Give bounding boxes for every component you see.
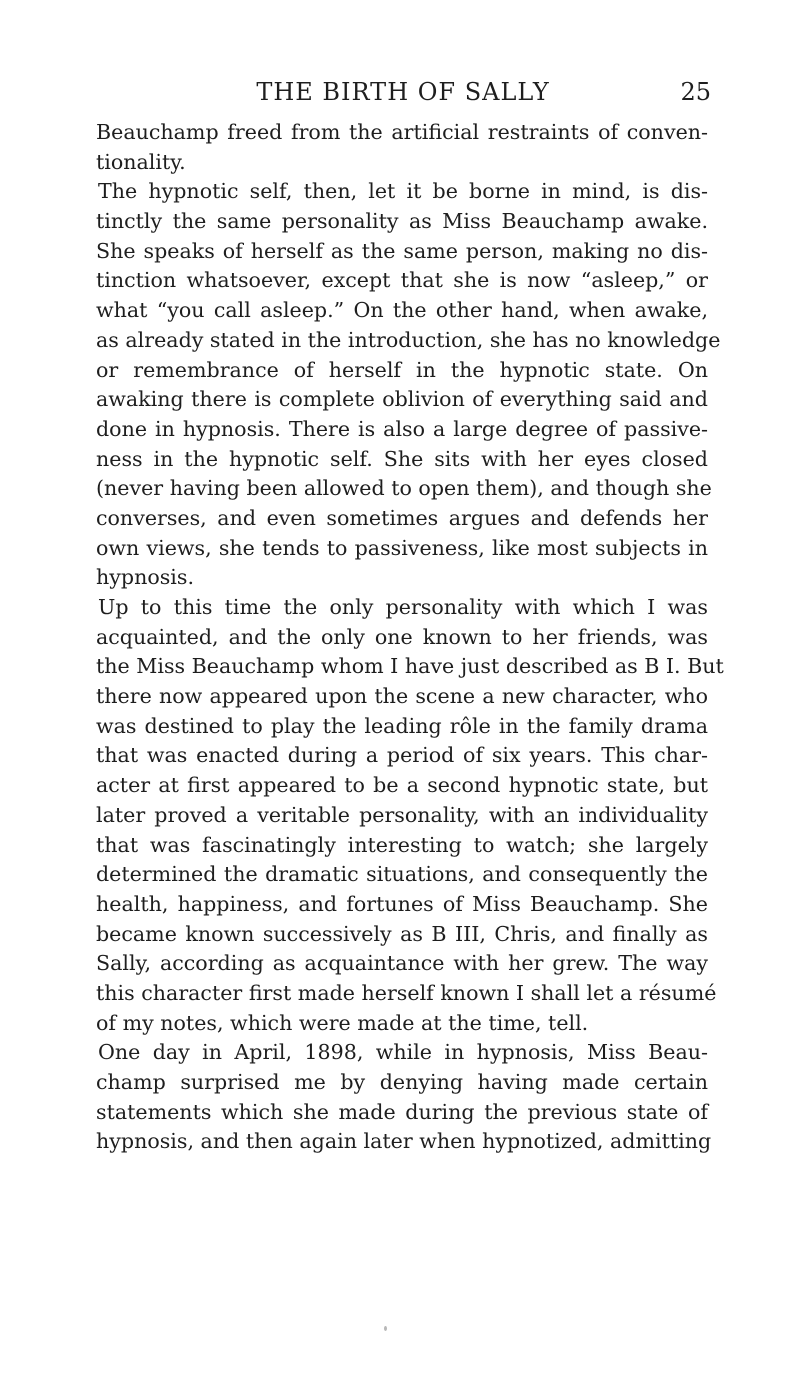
text-line: done in hypnosis. There is also a large degree of passive- — [96, 416, 708, 441]
body-text — [96, 118, 724, 1157]
text-line: that was enacted during a period of six years. This char- — [96, 743, 708, 768]
text-line: was destined to play the leading rôle in the family drama — [96, 713, 708, 738]
text-line: health, happiness, and fortunes of Miss Beauchamp. She — [96, 891, 708, 916]
text-line: became known successively as B III, Chris, and finally as — [96, 921, 708, 946]
text-line: hypnosis. — [96, 565, 195, 590]
text-line: tionality. — [96, 149, 186, 174]
text-line: champ surprised me by denying having made certain — [96, 1070, 708, 1094]
text-line: One day in April, 1898, while in hypnosis, Miss Beau- — [98, 1040, 708, 1065]
running-title: THE BIRTH OF SALLY — [256, 78, 550, 106]
text-line: the Miss Beauchamp whom I have just described as B I. But — [96, 654, 724, 679]
running-head — [95, 76, 711, 108]
text-line: acter at first appeared to be a second hypnotic state, but — [96, 773, 708, 798]
text-line: awaking there is complete oblivion of everything said and — [96, 387, 708, 412]
text-line: Sally, according as acquaintance with her grew. The way — [96, 951, 708, 976]
scan-speck — [384, 1326, 387, 1331]
text-line: She speaks of herself as the same person, making no dis- — [96, 238, 708, 263]
page-number: 25 — [680, 78, 711, 106]
text-line: tinctly the same personality as Miss Beauchamp awake. — [96, 209, 708, 234]
text-line: or remembrance of herself in the hypnotic state. On — [96, 357, 708, 382]
text-line: acquainted, and the only one known to her friends, was — [96, 624, 708, 649]
text-line: own views, she tends to passiveness, like most subjects in — [96, 535, 708, 560]
text-line: determined the dramatic situations, and consequently the — [96, 862, 708, 887]
text-line: statements which she made during the previous state of — [96, 1099, 708, 1124]
text-line: Beauchamp freed from the artificial restraints of conven- — [96, 120, 708, 144]
text-line: The hypnotic self, then, let it be borne in mind, is dis- — [98, 179, 708, 204]
text-line: that was fascinatingly interesting to watch; she largely — [96, 832, 708, 857]
text-line: this character first made herself known I shall let a résumé — [96, 980, 717, 1005]
text-line: later proved a veritable personality, with an individuality — [96, 802, 708, 827]
text-line: as already stated in the introduction, she has no knowledge — [96, 327, 721, 352]
text-line: hypnosis, and then again later when hypnotized, admitting — [96, 1129, 712, 1154]
text-line: of my notes, which were made at the time, tell. — [96, 1010, 589, 1035]
text-line: converses, and even sometimes argues and defends her — [96, 505, 708, 530]
text-line: what “you call asleep.” On the other hand, when awake, — [96, 298, 708, 323]
text-line: there now appeared upon the scene a new character, who — [96, 684, 708, 709]
text-line: (never having been allowed to open them), and though she — [96, 476, 712, 501]
text-line: tinction whatsoever, except that she is now “asleep,” or — [96, 268, 708, 293]
text-line: ness in the hypnotic self. She sits with her eyes closed — [96, 446, 708, 471]
text-line: Up to this time the only personality with which I was — [98, 595, 708, 619]
